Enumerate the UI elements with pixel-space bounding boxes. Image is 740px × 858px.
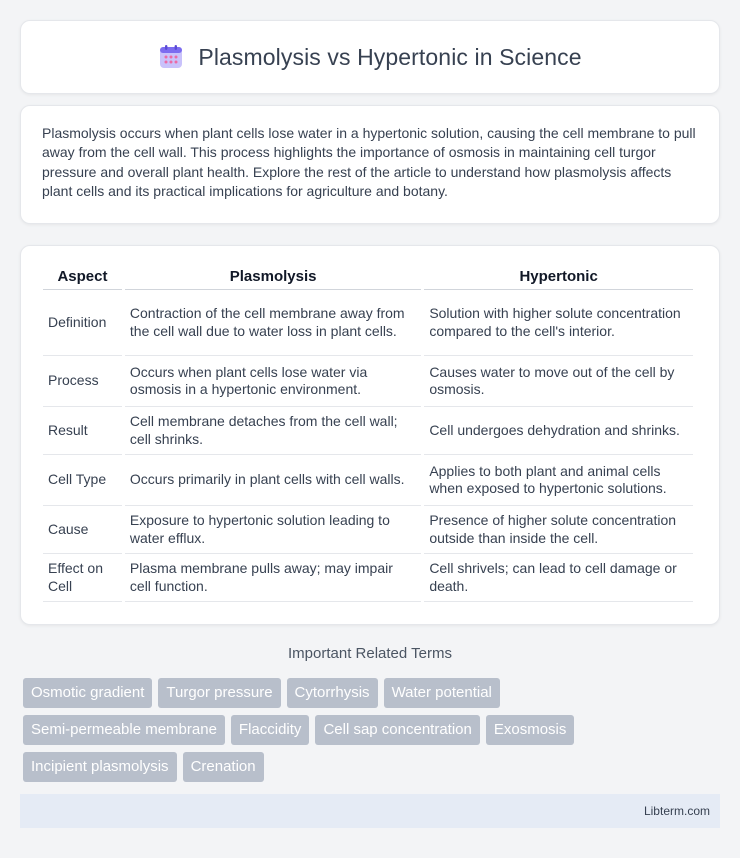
cell-aspect: Definition [43, 290, 122, 356]
related-term-tag[interactable]: Exosmosis [486, 715, 575, 745]
related-term-tag[interactable]: Cell sap concentration [315, 715, 479, 745]
cell-aspect: Cell Type [43, 455, 122, 506]
related-term-tag[interactable]: Water potential [384, 678, 500, 708]
intro-paragraph: Plasmolysis occurs when plant cells lose water in a hypertonic solution, causing the cell membrane to pull away from the cell wall. This process highlights the importance of osmosis in maintaining cell turgor pressure and overall plant health. Explore the rest of the article to understand how plasmolysis affects plant cells and its practical implications for agriculture and botany. [42, 125, 696, 200]
related-terms-list [20, 678, 700, 782]
related-term-tag[interactable]: Osmotic gradient [23, 678, 152, 708]
cell-hypertonic: Applies to both plant and animal cells when exposed to hypertonic solutions. [424, 455, 693, 506]
cell-plasmolysis: Exposure to hypertonic solution leading to water efflux. [125, 506, 421, 554]
cell-plasmolysis: Cell membrane detaches from the cell wall; cell shrinks. [125, 407, 421, 455]
related-term-tag[interactable]: Cytorrhysis [287, 678, 378, 708]
table-header-row [43, 264, 693, 290]
cell-aspect: Process [43, 356, 122, 407]
related-terms-heading: Important Related Terms [288, 645, 452, 662]
calendar-grid-icon [158, 44, 184, 70]
cell-aspect: Effect on Cell [43, 554, 122, 602]
cell-aspect: Cause [43, 506, 122, 554]
intro-card [20, 105, 720, 224]
table-row [43, 506, 693, 554]
related-term-tag[interactable]: Flaccidity [231, 715, 310, 745]
related-term-tag[interactable]: Semi-permeable membrane [23, 715, 225, 745]
cell-plasmolysis: Occurs primarily in plant cells with cell walls. [125, 455, 421, 506]
cell-hypertonic: Solution with higher solute concentration compared to the cell's interior. [424, 290, 693, 356]
footer [20, 794, 720, 828]
related-term-tag[interactable]: Incipient plasmolysis [23, 752, 177, 782]
page-title: Plasmolysis vs Hypertonic in Science [198, 43, 582, 70]
header-aspect: Aspect [43, 264, 122, 290]
footer-brand-link[interactable]: Libterm.com [643, 804, 710, 818]
cell-hypertonic: Cell shrivels; can lead to cell damage or death. [424, 554, 693, 602]
comparison-card [20, 245, 720, 625]
table-row [43, 290, 693, 356]
cell-plasmolysis: Occurs when plant cells lose water via osmosis in a hypertonic environment. [125, 356, 421, 407]
table-row [43, 407, 693, 455]
table-row [43, 356, 693, 407]
cell-hypertonic: Causes water to move out of the cell by osmosis. [424, 356, 693, 407]
table-row [43, 554, 693, 602]
header-plasmolysis: Plasmolysis [125, 264, 421, 290]
cell-plasmolysis: Contraction of the cell membrane away from the cell wall due to water loss in plant cells. [125, 290, 421, 356]
header-card [20, 20, 720, 94]
related-term-tag[interactable]: Crenation [183, 752, 264, 782]
related-term-tag[interactable]: Turgor pressure [158, 678, 280, 708]
cell-aspect: Result [43, 407, 122, 455]
table-row [43, 455, 693, 506]
cell-hypertonic: Presence of higher solute concentration outside than inside the cell. [424, 506, 693, 554]
header-hypertonic: Hypertonic [424, 264, 693, 290]
cell-hypertonic: Cell undergoes dehydration and shrinks. [424, 407, 693, 455]
comparison-table [40, 264, 696, 602]
cell-plasmolysis: Plasma membrane pulls away; may impair cell function. [125, 554, 421, 602]
